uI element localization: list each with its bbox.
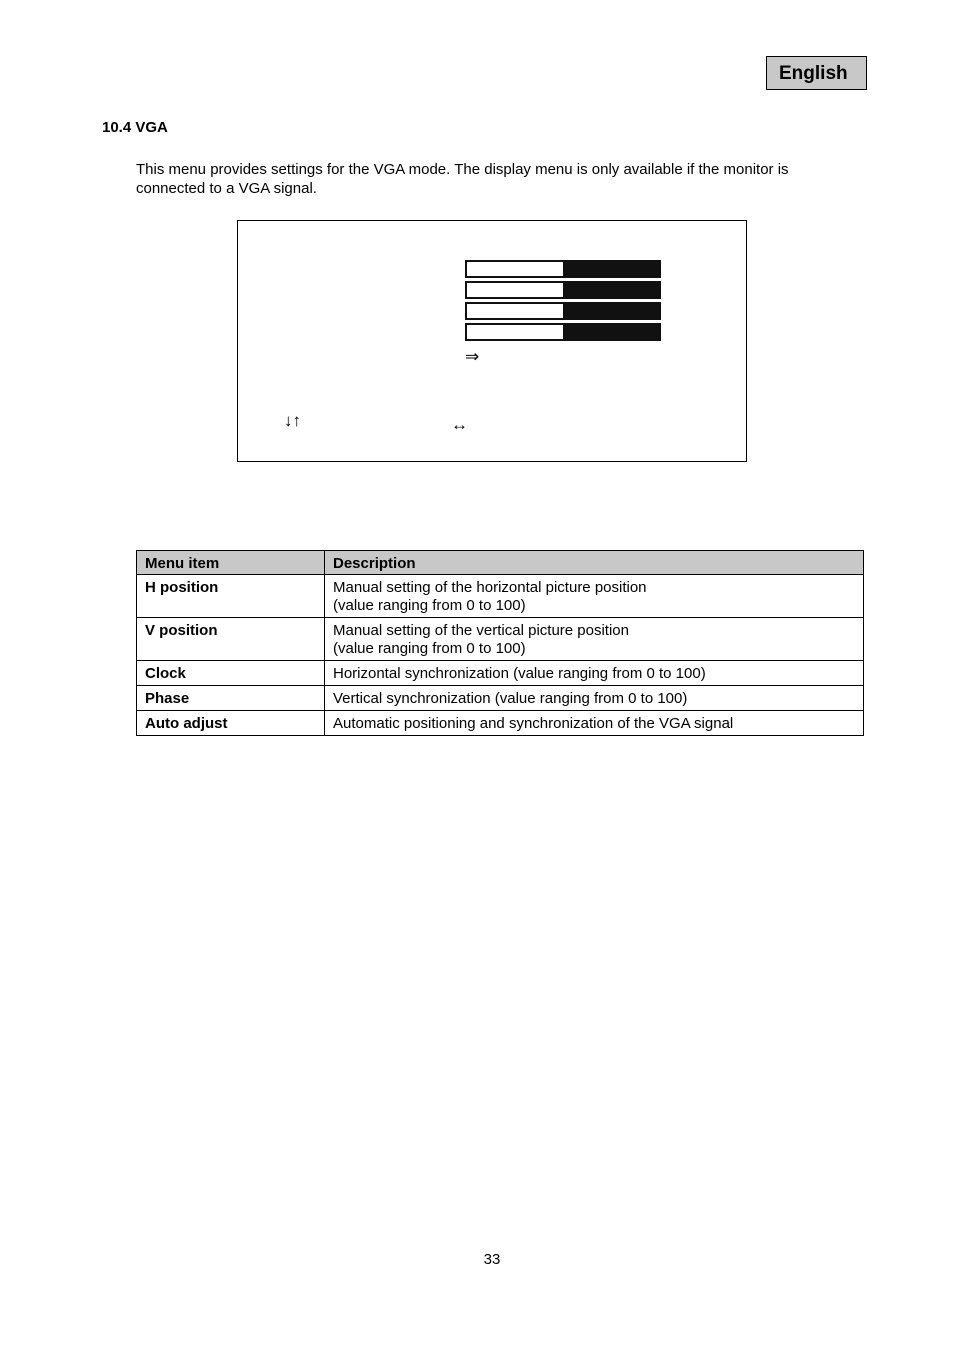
description-cell: Automatic positioning and synchronization of the VGA signal: [325, 711, 864, 736]
description-cell: Vertical synchronization (value ranging from 0 to 100): [325, 686, 864, 711]
table-row: [137, 575, 864, 618]
description-line: (value ranging from 0 to 100): [333, 597, 526, 614]
down-up-arrows-icon: ↓↑: [284, 411, 301, 430]
phase-slider: [465, 323, 661, 341]
description-cell: [325, 575, 864, 618]
table-row: [137, 661, 864, 686]
description-line: Manual setting of the vertical picture position: [333, 622, 629, 639]
double-right-arrow-icon: ⇒: [465, 347, 480, 366]
column-header-menu-item: Menu item: [137, 551, 325, 575]
intro-paragraph: This menu provides settings for the VGA mode. The display menu is only available if the monitor is connected to a VGA signal.: [136, 161, 789, 197]
slider-level: [467, 325, 563, 339]
table-row: [137, 711, 864, 736]
left-right-arrow-icon: ↔: [451, 415, 468, 434]
clock-slider: [465, 302, 661, 320]
section-title: 10.4 VGA: [102, 119, 168, 136]
description-line: Manual setting of the horizontal picture position: [333, 579, 647, 596]
menu-item-cell: Auto adjust: [137, 711, 325, 736]
table-row: [137, 618, 864, 661]
page-number: 33: [483, 1251, 501, 1268]
menu-item-cell: Phase: [137, 686, 325, 711]
menu-items-table: [136, 550, 864, 736]
h-position-slider: [465, 260, 661, 278]
description-line: (value ranging from 0 to 100): [333, 640, 526, 657]
slider-level: [467, 304, 563, 318]
slider-level: [467, 283, 563, 297]
table-row: [137, 686, 864, 711]
v-position-slider: [465, 281, 661, 299]
language-badge: English: [766, 56, 867, 90]
description-cell: Horizontal synchronization (value ranging from 0 to 100): [325, 661, 864, 686]
slider-level: [467, 262, 563, 276]
menu-item-cell: Clock: [137, 661, 325, 686]
description-cell: [325, 618, 864, 661]
menu-item-cell: V position: [137, 618, 325, 661]
osd-menu-figure: [237, 220, 747, 462]
menu-item-cell: H position: [137, 575, 325, 618]
table-header-row: [137, 551, 864, 575]
column-header-description: Description: [325, 551, 864, 575]
